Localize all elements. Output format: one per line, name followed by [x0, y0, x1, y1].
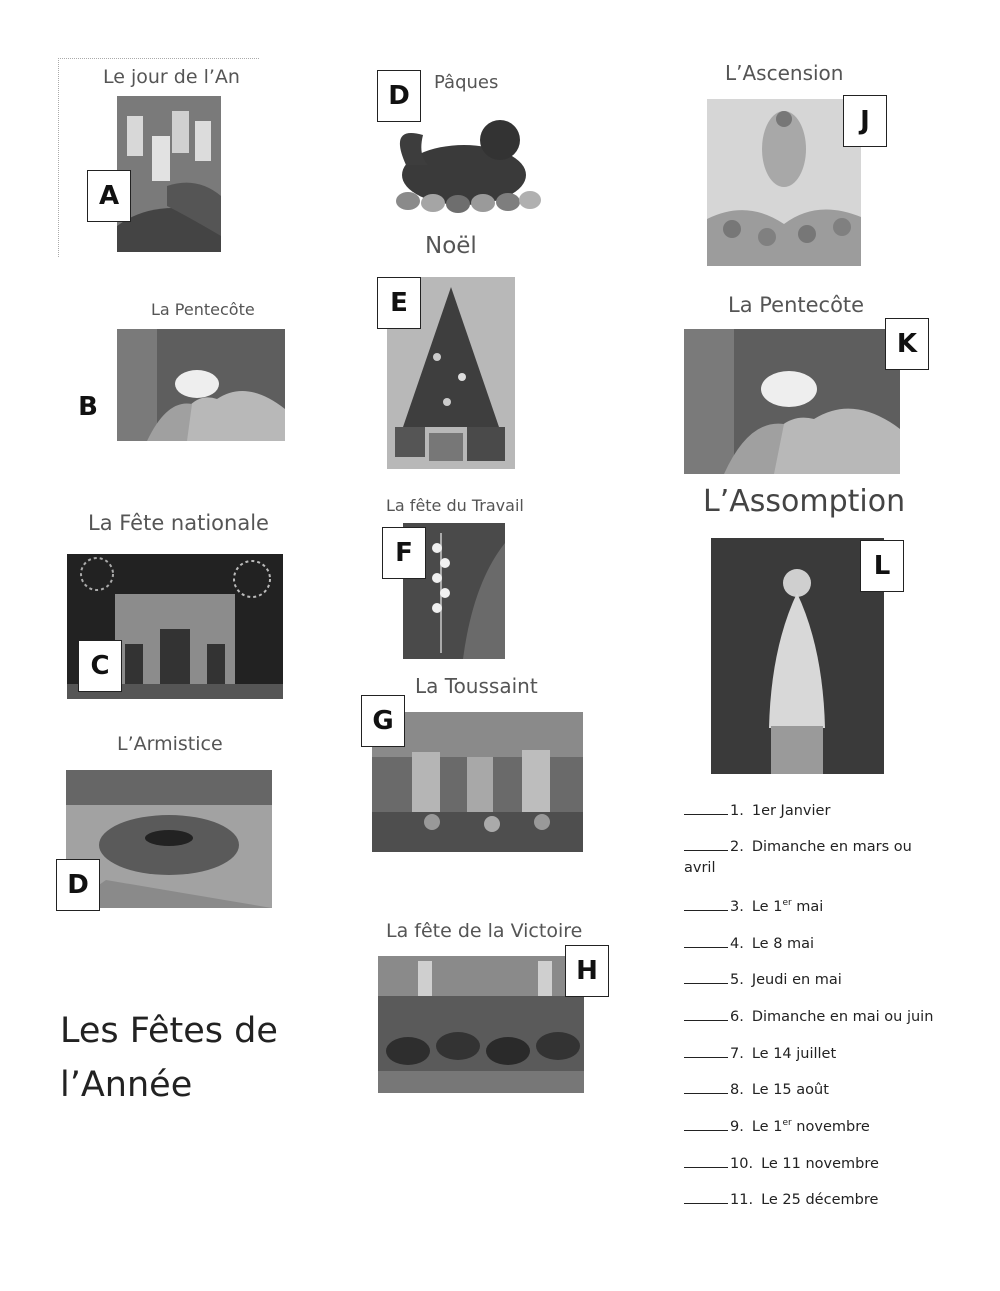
list-item: 7. Le 14 juillet: [684, 1043, 836, 1062]
easter-caption: Pâques: [434, 72, 499, 93]
armistice-caption: L’Armistice: [117, 733, 223, 755]
list-item: 9. Le 1er novembre: [684, 1116, 870, 1135]
list-item-continuation: avril: [684, 860, 716, 876]
cavalry-parade-image: [378, 956, 584, 1093]
ascension-painting-image: [707, 99, 861, 266]
national-day-caption: La Fête nationale: [88, 511, 269, 535]
pentecost-right-label: K: [885, 318, 929, 370]
dove-hands-image-right: [684, 329, 900, 474]
assumption-caption: L’Assomption: [703, 484, 906, 519]
answer-blank[interactable]: [684, 1189, 728, 1204]
ascension-caption: L’Ascension: [725, 61, 844, 85]
list-item: 4. Le 8 mai: [684, 933, 814, 952]
answer-blank[interactable]: [684, 969, 728, 984]
page-title-line2: l’Année: [60, 1065, 193, 1105]
new-year-label: A: [87, 170, 131, 222]
answer-blank[interactable]: [684, 800, 728, 815]
answer-blank[interactable]: [684, 896, 728, 911]
list-item: 8. Le 15 août: [684, 1079, 829, 1098]
all-saints-label: G: [361, 695, 405, 747]
page-title-line1: Les Fêtes de: [60, 1011, 278, 1051]
list-item: 1. 1er Janvier: [684, 800, 830, 819]
page-title: [60, 1004, 278, 1112]
list-item: 6. Dimanche en mai ou juin: [684, 1006, 933, 1025]
labour-day-label: F: [382, 527, 426, 579]
list-item: 10. Le 11 novembre: [684, 1153, 879, 1172]
pentecost-left-label: B: [78, 392, 98, 422]
labour-day-caption: La fête du Travail: [386, 496, 524, 515]
christmas-caption: Noël: [425, 233, 477, 259]
national-day-label: C: [78, 640, 122, 692]
list-item: 3. Le 1er mai: [684, 896, 823, 915]
christmas-label: E: [377, 277, 421, 329]
easter-label: D: [377, 70, 421, 122]
virgin-statue-image: [711, 538, 884, 774]
answer-blank[interactable]: [684, 1153, 728, 1168]
champagne-toast-image: [117, 96, 221, 252]
answer-blank[interactable]: [684, 836, 728, 851]
all-saints-caption: La Toussaint: [415, 674, 538, 698]
list-item: 2. Dimanche en mars ou: [684, 836, 912, 855]
list-item: 11. Le 25 décembre: [684, 1189, 878, 1208]
pentecost-right-caption: La Pentecôte: [728, 293, 865, 317]
victory-day-label: H: [565, 945, 609, 997]
answer-blank[interactable]: [684, 1043, 728, 1058]
list-item: 5. Jeudi en mai: [684, 969, 842, 988]
answer-blank[interactable]: [684, 1116, 728, 1131]
assumption-label: L: [860, 540, 904, 592]
new-year-caption: Le jour de l’An: [103, 66, 240, 88]
dove-hands-image-left: [117, 329, 285, 441]
answer-blank[interactable]: [684, 1006, 728, 1021]
ascension-label: J: [843, 95, 887, 147]
armistice-label: D: [56, 859, 100, 911]
victory-day-caption: La fête de la Victoire: [386, 920, 583, 942]
answer-blank[interactable]: [684, 933, 728, 948]
pentecost-left-caption: La Pentecôte: [151, 300, 255, 319]
answer-blank[interactable]: [684, 1079, 728, 1094]
